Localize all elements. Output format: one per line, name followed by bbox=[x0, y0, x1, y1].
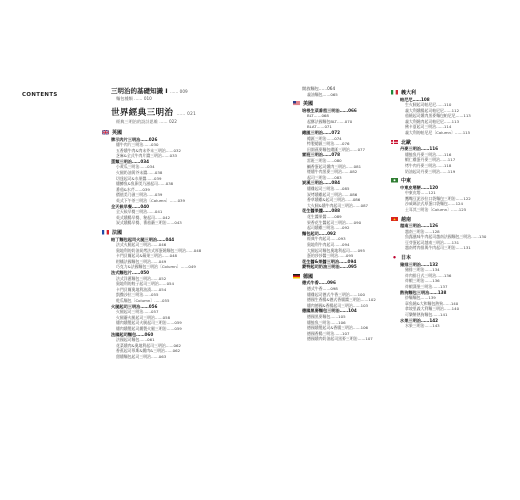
toc-category-entry[interactable]: 帕尼尼……108 bbox=[400, 96, 430, 102]
toc-entry[interactable]: 鷹嘴豆泥沙拉口袋麵包三明治……122 bbox=[405, 195, 471, 201]
toc-category-entry[interactable]: 越南三明治……126 bbox=[400, 223, 439, 229]
toc-category-entry[interactable]: 總匯三明治……072 bbox=[302, 130, 341, 136]
country-heading-uk bbox=[102, 129, 289, 136]
country-name: 中東 bbox=[401, 178, 412, 185]
toc-category-entry[interactable]: 花生醬果醬……088 bbox=[302, 208, 341, 214]
toc-entry[interactable]: BLT……068 bbox=[307, 113, 329, 119]
toc-entry[interactable]: 炭烤燻雞起司三明治……086 bbox=[307, 191, 358, 197]
country-heading-fr bbox=[102, 229, 289, 236]
toc-entry[interactable]: 沙威瑪法式厚蛋口袋麵包……124 bbox=[405, 201, 464, 207]
toc-entry[interactable]: 雷班三明治……080 bbox=[307, 158, 342, 164]
toc-entry[interactable]: 炒麵麵包……139 bbox=[405, 295, 436, 301]
country-heading-me bbox=[391, 177, 510, 184]
toc-category-entry[interactable]: 蛋類三明治……034 bbox=[111, 158, 150, 164]
toc-entry[interactable]: 香草燻雞&起司三明治……086 bbox=[307, 197, 361, 203]
flag-icon-uk bbox=[102, 130, 109, 135]
country-heading-vn bbox=[391, 216, 510, 223]
toc-entry[interactable]: 起司燻雞三明治……092 bbox=[307, 225, 350, 231]
toc-entry[interactable]: 蝦仁雞蛋丹麥三明治……117 bbox=[405, 157, 456, 163]
toc-list-2 bbox=[302, 86, 398, 342]
toc-category-entry[interactable]: 丹麥三明治……116 bbox=[400, 146, 439, 152]
country-heading-it bbox=[391, 89, 510, 96]
toc-category-entry[interactable]: 麵包起司……092 bbox=[302, 230, 336, 236]
toc-entry[interactable]: 章魚燒&大和麵包熱狗……140 bbox=[405, 300, 459, 306]
toc-column-1 bbox=[111, 86, 289, 360]
toc-entry[interactable]: 火腿蘑火腿起司三明治……058 bbox=[116, 314, 171, 320]
toc-category-entry[interactable]: 蒙特起司奶油三明治……095 bbox=[302, 264, 357, 270]
toc-entry[interactable]: 生火腿起司帕尼尼……110 bbox=[405, 102, 452, 108]
toc-entry[interactable]: 法式火腿起司三明治……046 bbox=[116, 242, 167, 248]
toc-entry[interactable]: 總匯三明治……074 bbox=[307, 135, 342, 141]
toc-entry[interactable]: 奧地利牛肉起司……094 bbox=[307, 241, 350, 247]
intro-sub[interactable]: 麵包種類 …… 010 bbox=[116, 96, 152, 101]
toc-entry[interactable]: 可樂餅熱狗麵包……141 bbox=[405, 311, 448, 317]
toc-entry[interactable]: 炸肉排日式三明治……136 bbox=[405, 272, 452, 278]
toc-entry[interactable]: 起司三明治……083 bbox=[307, 174, 342, 180]
toc-column-2 bbox=[302, 86, 398, 342]
toc-column-3 bbox=[400, 86, 510, 329]
toc-entry[interactable]: 越南烤肉排與牛肉起司三明治……131 bbox=[405, 245, 471, 251]
toc-entry[interactable]: 果香花生醬起司三明治……090 bbox=[307, 219, 362, 225]
toc-entry[interactable]: 奶油起司丹麥三明治……119 bbox=[405, 168, 456, 174]
toc-entry[interactable]: 乾瓜麵包〔Column〕……055 bbox=[116, 298, 170, 304]
toc-entry[interactable]: 豆芽蛋起司越南三明治……131 bbox=[405, 239, 460, 245]
toc-entry[interactable]: 義大利燻腸起司帕尼尼……112 bbox=[405, 107, 460, 113]
toc-entry[interactable]: 燻肉燻製起司燻製火腿三明治……059 bbox=[116, 326, 182, 331]
toc-entry[interactable]: 燻牛肉片三明治……030 bbox=[116, 142, 159, 148]
toc-entry[interactable]: 煙燻牛肉黑麥三明治……082 bbox=[307, 169, 358, 175]
toc-entry[interactable]: 全天候早餐三明治……041 bbox=[116, 209, 163, 215]
toc-entry[interactable]: 番茄&水芹……039 bbox=[116, 186, 150, 192]
toc-entry[interactable]: 大腿起司麵包奧地利起司……095 bbox=[307, 247, 366, 253]
toc-entry[interactable]: 豬排三明治……134 bbox=[405, 267, 440, 273]
toc-category-entry[interactable]: 牌示肉片三明治……026 bbox=[111, 136, 158, 142]
toc-entry[interactable]: 蛋的莎莎醬三明治……095 bbox=[307, 253, 354, 259]
country-name: 美國 bbox=[303, 101, 314, 108]
flag-icon-us bbox=[293, 101, 300, 106]
toc-entry[interactable]: 德國生香腸&德式香腸醬三明治……102 bbox=[307, 297, 376, 303]
toc-entry[interactable]: 烤牛肉丹麥三明治……118 bbox=[405, 162, 452, 168]
toc-entry[interactable]: 田園燕麥麵包總匯三明治……077 bbox=[307, 146, 366, 152]
toc-category-entry[interactable]: 熱狗麵包三明治……138 bbox=[400, 289, 447, 295]
toc-entry[interactable]: 特製總匯三明治……076 bbox=[307, 141, 350, 147]
toc-category-entry[interactable]: 花生醬&果醬三明治……094 bbox=[302, 258, 357, 264]
toc-category-entry[interactable]: 開放麵包……064 bbox=[302, 86, 336, 91]
country-name: 法國 bbox=[112, 230, 123, 236]
toc-entry[interactable]: 炸蝦漢堡三明治……137 bbox=[405, 283, 448, 289]
toc-category-entry[interactable]: 中東皮塔餅……120 bbox=[400, 184, 439, 190]
toc-entry[interactable]: 卡門貝爾起司&蘋果三明治……048 bbox=[116, 253, 178, 259]
flag-icon-vn bbox=[391, 217, 398, 222]
country-name: 義大利 bbox=[401, 90, 417, 96]
toc-entry[interactable]: 柑橘法國麵包三明治……049 bbox=[116, 258, 167, 264]
world-sub[interactable]: 經典三明治的設計思維 …… 022 bbox=[116, 119, 177, 124]
toc-entry[interactable]: 義油麵包……065 bbox=[307, 91, 338, 97]
toc-entry[interactable]: 茄燒起司燻肉黑麥麵包帕尼尼……113 bbox=[405, 113, 471, 119]
world-title[interactable]: 世界經典三明治 …… 021 bbox=[111, 108, 197, 118]
toc-entry[interactable]: 甜燻麵包起司三明治……063 bbox=[116, 353, 167, 359]
toc-entry[interactable]: 炸蝦三明治……136 bbox=[405, 278, 440, 284]
world-sub-text: 經典三明治的設計思維 bbox=[116, 119, 158, 124]
toc-entry[interactable]: 奧地利的奶油炭烤法式厚蛋燒麵包三明治……048 bbox=[116, 247, 202, 253]
flag-icon-me bbox=[391, 178, 398, 183]
toc-entry[interactable]: 德國燻肉奶油起司黑麥三明治……107 bbox=[307, 336, 373, 342]
toc-entry[interactable]: 魚露風味牛肉起司越南法國麵包三明治……130 bbox=[405, 234, 487, 240]
toc-entry[interactable]: 德國香腸三明治……107 bbox=[307, 330, 350, 336]
toc-entry[interactable]: 價值美乃滋三明治……039 bbox=[116, 192, 163, 198]
world-sub-page: 022 bbox=[168, 119, 177, 124]
toc-entry[interactable]: 奧地利的餃子起司三明治……054 bbox=[116, 281, 175, 287]
world-title-page: 021 bbox=[187, 111, 197, 116]
flag-icon-jp bbox=[391, 255, 398, 260]
toc-entry[interactable]: 義大利的帕尼尼〔Column〕……115 bbox=[405, 130, 471, 136]
toc-entry[interactable]: 芝麻&全式牛肉片醬三明治……033 bbox=[116, 153, 178, 159]
toc-entry[interactable]: 切達起司&水果醬……039 bbox=[116, 175, 162, 181]
toc-entry[interactable]: 中東皮塔……121 bbox=[405, 190, 436, 196]
toc-entry[interactable]: 起酥法國麵包BLT……070 bbox=[307, 118, 353, 124]
toc-entry[interactable]: 五香燻牛肉&肉末芥末三明治……032 bbox=[116, 147, 181, 153]
toc-entry[interactable]: 英式下午茶三明治〔Column〕……039 bbox=[116, 198, 186, 204]
toc-entry[interactable]: 燻鱒魚&魚卵美乃滋起司……038 bbox=[116, 181, 174, 187]
toc-entry[interactable]: 巧克力&法國麵包三明治〔Column〕……049 bbox=[116, 264, 196, 270]
toc-entry[interactable]: 經典牛肉起司……093 bbox=[307, 236, 346, 242]
intro-sub-text: 麵包種類 bbox=[116, 96, 133, 101]
country-name: 英國 bbox=[112, 130, 123, 136]
toc-entry[interactable]: 德國黑麥麵包……105 bbox=[307, 313, 346, 319]
toc-entry[interactable]: 香蕉起司慕斯&燻肉&三明治……062 bbox=[116, 348, 181, 354]
toc-entry[interactable]: 越南三明治……128 bbox=[405, 228, 440, 234]
toc-entry[interactable]: 燻鮭魚丹麥三明治……116 bbox=[405, 151, 452, 157]
toc-entry[interactable]: 佛卡夏起司三明治……114 bbox=[405, 124, 452, 130]
intro-title[interactable]: 三明治的基礎知識 I …… 009 bbox=[111, 87, 188, 95]
toc-category-entry[interactable]: 帕丁麵包起司火腿三明治……044 bbox=[111, 236, 175, 242]
toc-entry[interactable]: 燻雞起司德式牛香三明治……100 bbox=[307, 291, 366, 297]
toc-entry[interactable]: 燻雞起司三明治……085 bbox=[307, 186, 350, 191]
toc-entry[interactable]: 德國燻製起司&香腸三明治……106 bbox=[307, 325, 369, 331]
toc-entry[interactable]: 義大利燒肉起司帕尼尼……113 bbox=[405, 118, 460, 124]
country-name: 日本 bbox=[401, 255, 412, 262]
toc-list-3 bbox=[400, 89, 510, 329]
toc-category-entry[interactable]: 法國起司麵包……060 bbox=[111, 331, 154, 337]
toc-category-entry[interactable]: 豬排三明治……132 bbox=[400, 261, 439, 267]
toc-entry[interactable]: 燻肉德國&香腸起司三明治……103 bbox=[307, 302, 369, 308]
intro-sub-page: 010 bbox=[143, 96, 152, 101]
intro-title-page: 009 bbox=[179, 89, 188, 94]
flag-icon-de bbox=[293, 274, 300, 279]
toc-category-entry[interactable]: 全天候早餐……040 bbox=[111, 203, 150, 209]
toc-entry[interactable]: 花菜燻肉&奧地利起司三明治……062 bbox=[116, 342, 181, 348]
country-name: 德國 bbox=[303, 273, 314, 280]
toc-entry[interactable]: 炭式燻腸早餐、番茄蘑三明治……043 bbox=[116, 220, 182, 226]
toc-entry[interactable]: 德式牛香……098 bbox=[307, 286, 338, 291]
flag-icon-it bbox=[391, 90, 398, 95]
country-heading-us bbox=[293, 100, 398, 107]
toc-category-entry[interactable]: 水果三明治……142 bbox=[400, 317, 439, 323]
country-heading-de bbox=[293, 273, 398, 280]
toc-entry[interactable]: 拿坡里義大利麵三明治……140 bbox=[405, 306, 460, 312]
country-heading-jp bbox=[391, 254, 510, 261]
toc-entry[interactable]: 火腿起司三明治……057 bbox=[116, 309, 159, 315]
toc-category-entry[interactable]: 火腿起司三明治……056 bbox=[111, 303, 158, 309]
toc-entry[interactable]: 小黃瓜三明治……034 bbox=[116, 164, 155, 170]
toc-entry[interactable]: 凱撒沙拉三明治……055 bbox=[116, 292, 159, 298]
country-name: 越南 bbox=[401, 216, 412, 223]
toc-entry[interactable]: 燻鮭魚三明治……106 bbox=[307, 319, 346, 325]
world-title-text: 世界經典三明治 bbox=[111, 108, 174, 118]
toc-category-entry[interactable]: 德國黑麥麵包三明治……104 bbox=[302, 308, 357, 314]
toc-entry[interactable]: 英式燻腸早餐、秘起司……042 bbox=[116, 214, 171, 220]
toc-entry[interactable]: 卡門貝爾奧地利油漬……054 bbox=[116, 286, 167, 292]
toc-category-entry[interactable]: 雷班三明治……078 bbox=[302, 152, 341, 158]
country-name: 北歐 bbox=[401, 139, 412, 146]
toc-entry[interactable]: BLAT……071 bbox=[307, 124, 332, 130]
contents-label: CONTENTS bbox=[22, 92, 58, 98]
toc-entry[interactable]: 燻肉燻製起司火腿起司三明治……059 bbox=[116, 320, 182, 326]
toc-category-entry[interactable]: 培根生菜番茄三明治……066 bbox=[302, 107, 357, 113]
toc-entry[interactable]: 鹹香蛋起司燻肉三明治……081 bbox=[307, 163, 362, 169]
flag-icon-fr bbox=[102, 230, 109, 235]
intro-title-text: 三明治的基礎知識 I bbox=[111, 87, 168, 95]
toc-entry[interactable]: 水果三明治……143 bbox=[405, 323, 440, 329]
country-heading-nordic bbox=[391, 139, 510, 146]
toc-entry[interactable]: 大火腿&燻牛肉起司三明治……087 bbox=[307, 202, 369, 208]
toc-category-entry[interactable]: 法式麵包片……050 bbox=[111, 270, 150, 276]
flag-icon-nordic bbox=[391, 140, 398, 145]
toc-category-entry[interactable]: 炭溪三明治……084 bbox=[302, 180, 341, 186]
toc-entry[interactable]: 法國起司麵包……061 bbox=[116, 337, 155, 343]
toc-entry[interactable]: 火腿奶油黃芥末醬……038 bbox=[116, 170, 163, 176]
toc-category-entry[interactable]: 德式牛香……096 bbox=[302, 280, 336, 286]
toc-entry[interactable]: 花生醬果醬……089 bbox=[307, 213, 342, 219]
toc-list-1 bbox=[111, 129, 289, 360]
toc-entry[interactable]: 法式洋蔥麵包三明治……052 bbox=[116, 275, 167, 281]
toc-entry[interactable]: 土耳其三明治〔Column〕……125 bbox=[405, 207, 467, 212]
